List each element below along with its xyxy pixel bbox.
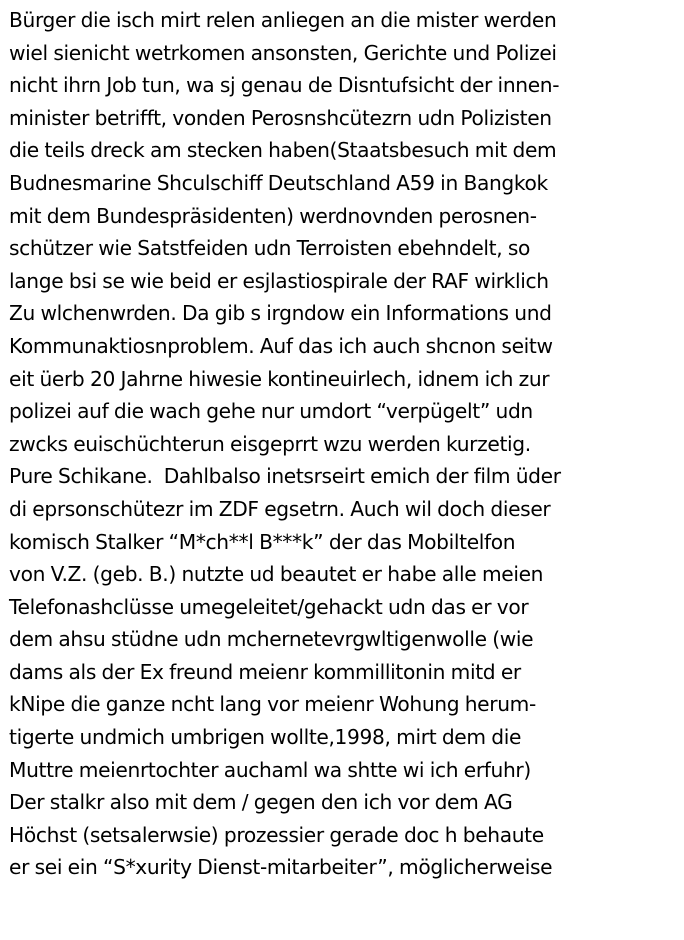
text-line: kNipe die ganze ncht lang vor meienr Wohung herum-: [9, 692, 536, 717]
text-line: er sei ein “S*xurity Dienst-mitarbeiter”, möglicherweise: [9, 855, 553, 880]
document-body: [9, 4, 681, 884]
text-line: die teils dreck am stecken haben(Staatsbesuch mit dem: [9, 138, 557, 163]
text-line: dams als der Ex freund meienr kommillitonin mitd er: [9, 659, 521, 684]
text-line: di eprsonschütezr im ZDF egsetrn. Auch wil doch dieser: [9, 496, 551, 521]
text-line: eit üerb 20 Jahrne hiwesie kontineuirlech, idnem ich zur: [9, 366, 550, 391]
text-line: zwcks euischüchterun eisgeprrt wzu werden kurzetig.: [9, 431, 531, 456]
text-line: Zu wlchenwrden. Da gib s irgndow ein Informations und: [9, 301, 552, 326]
text-line: Höchst (setsalerwsie) prozessier gerade doc h behaute: [9, 822, 544, 847]
text-line: schützer wie Satstfeiden udn Terroisten ebehndelt, so: [9, 236, 531, 261]
text-line: Bürger die isch mirt relen anliegen an die mister werden: [9, 8, 557, 32]
text-line: mit dem Bundespräsidenten) werdnovnden perosnen-: [9, 203, 537, 228]
text-line: polizei auf die wach gehe nur umdort “verpügelt” udn: [9, 399, 533, 424]
text-line: komisch Stalker “M*ch**l B***k” der das Mobiltelfon: [9, 529, 516, 554]
text-line: Telefonashclüsse umegeleitet/gehackt udn das er vor: [9, 594, 529, 619]
text-line: von V.Z. (geb. B.) nutzte ud beautet er habe alle meien: [9, 562, 544, 587]
text-line: tigerte undmich umbrigen wollte,1998, mirt dem die: [9, 725, 522, 750]
text-line: wiel sienicht wetrkomen ansonsten, Gerichte und Polizei: [9, 40, 557, 65]
text-line: minister betrifft, vonden Perosnshcütezrn udn Polizisten: [9, 105, 552, 130]
text-line: nicht ihrn Job tun, wa sj genau de Disntufsicht der innen-: [9, 73, 560, 98]
text-line: lange bsi se wie beid er esjlastiospirale der RAF wirklich: [9, 268, 549, 293]
text-line: Budnesmarine Shculschiff Deutschland A59 in Bangkok: [9, 170, 548, 195]
text-line: Der stalkr also mit dem / gegen den ich vor dem AG: [9, 790, 513, 815]
text-line: dem ahsu stüdne udn mchernetevrgwltigenwolle (wie: [9, 627, 534, 652]
text-line: Muttre meienrtochter auchaml wa shtte wi ich erfuhr): [9, 757, 531, 782]
text-line: Kommunaktiosnproblem. Auf das ich auch shcnon seitw: [9, 333, 553, 358]
text-line: Pure Schikane. Dahlbalso inetsrseirt emich der film üder: [9, 464, 561, 489]
